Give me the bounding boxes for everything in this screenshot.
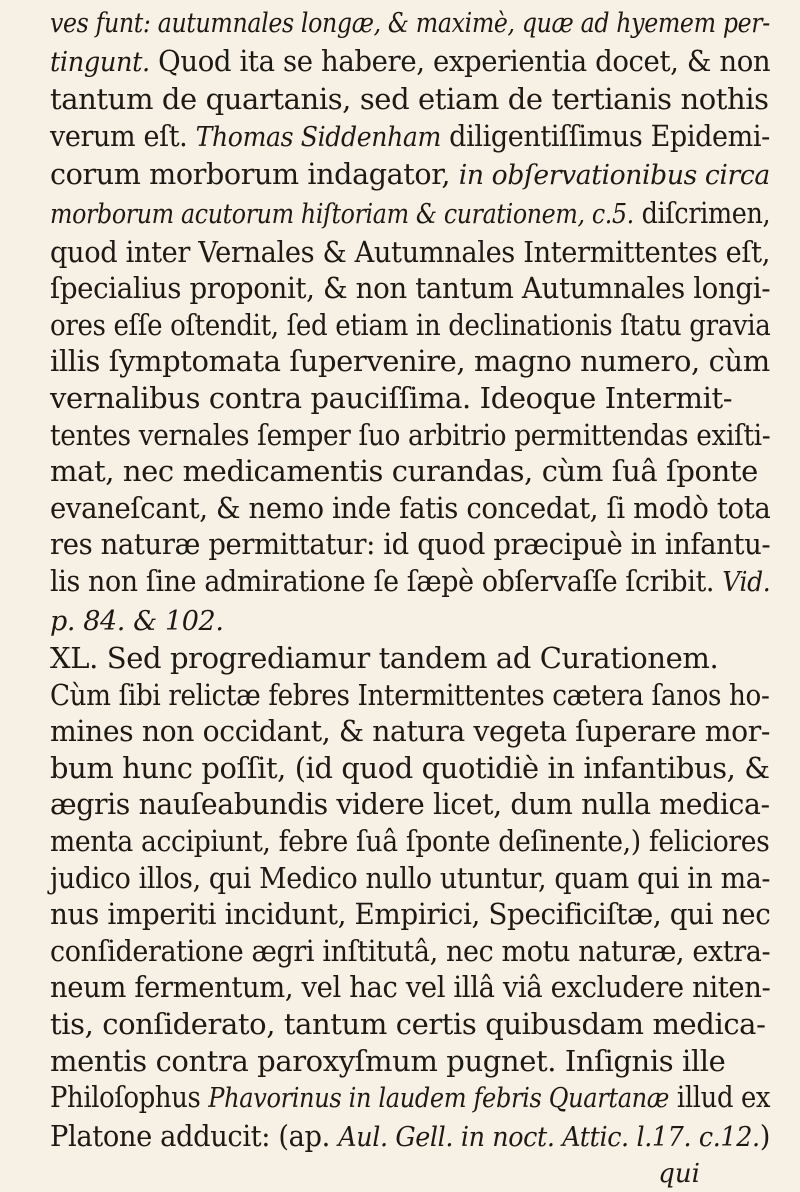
text-run: conſideratione ægri inſtitutâ, nec motu naturæ, extra-: [50, 933, 771, 968]
italic-run: Phavorinus in laudem febris Quartanæ: [208, 1083, 670, 1115]
text-line: [50, 81, 770, 118]
italic-run: morborum acutorum hiſtoriam & curationem, c.5.: [50, 198, 634, 230]
text-run: Platone adducit: (ap.: [50, 1118, 339, 1153]
text-line: [50, 380, 770, 417]
text-line: [50, 453, 770, 490]
text-run: diligentiſſimus Epidemi-: [440, 118, 770, 153]
text-line: [50, 786, 770, 823]
text-run: Quod ita se habere, experientia docet, & non: [149, 43, 771, 78]
text-line: [50, 823, 770, 860]
text-line: [50, 640, 770, 677]
text-line: [50, 307, 771, 344]
text-run: Philoſophus: [50, 1080, 209, 1115]
text-line: [50, 195, 771, 234]
text-run: judico illos, qui Medico nullo utuntur, quam qui in ma-: [50, 860, 771, 895]
text-line: [50, 563, 771, 602]
text-line: [50, 234, 770, 271]
text-line: [50, 4, 770, 43]
italic-run: Aul. Gell. in noct. Attic. l.17. c.12.: [338, 1121, 760, 1153]
text-line: [50, 1043, 770, 1080]
text-run: quod inter Vernales & Autumnales Intermittentes eſt,: [50, 234, 770, 269]
text-line: [50, 1118, 770, 1157]
text-run: diſcrimen,: [633, 195, 771, 230]
text-line: [50, 750, 768, 787]
text-line: [50, 1006, 770, 1043]
text-run: neum fermentum, vel hac vel illâ viâ excludere niten-: [50, 970, 771, 1005]
text-run: ): [759, 1118, 770, 1153]
text-run: mentis contra paroxyſmum pugnet. Inſignis ille: [50, 1043, 726, 1078]
text-run: vernalibus contra pauciſſima. Ideoque Intermit-: [50, 380, 733, 415]
text-line: [50, 677, 770, 714]
italic-run: ves funt: autumnales longæ, & maximè, quæ ad hyemem per-: [50, 8, 770, 39]
text-line: [50, 118, 770, 157]
catchword: qui: [658, 1159, 700, 1190]
text-run: tantum de quartanis, sed etiam de tertianis nothis: [50, 82, 769, 117]
text-line: [50, 969, 771, 1006]
text-run: mat, nec medicamentis curandas, cùm ſuâ ſponte: [50, 454, 758, 489]
text-line: [50, 896, 771, 933]
text-run: tentes vernales ſemper ſuo arbitrio permittendas exiſti-: [50, 417, 771, 452]
text-run: ægris nauſeabundis videre licet, dum nulla medica-: [50, 787, 770, 822]
text-run: illud ex: [669, 1080, 771, 1115]
italic-run: Thomas Siddenham: [195, 121, 441, 153]
text-line: [50, 526, 771, 563]
text-run: illis ſymptomata ſupervenire, magno numero, cùm: [50, 344, 770, 379]
italic-run: p. 84. & 102.: [50, 605, 224, 637]
text-line: [50, 490, 771, 527]
text-line: [50, 343, 769, 380]
italic-run: in obſervationibus circa: [458, 160, 770, 192]
text-body: [50, 4, 770, 1156]
text-run: evaneſcant, & nemo inde fatis concedat, ſi modò tota: [50, 490, 771, 525]
text-run: ores eſſe oſtendit, ſed etiam in declinationis ſtatu gravia: [50, 307, 771, 342]
italic-run: Vid.: [722, 566, 771, 598]
text-line: [50, 1079, 771, 1118]
text-line: [50, 156, 770, 195]
text-line: [50, 43, 771, 82]
text-run: XL. Sed progrediamur tandem ad Curationem.: [50, 641, 719, 676]
text-run: ſpecialius proponit, & non tantum Autumnales longi-: [50, 271, 771, 306]
text-run: lis non ſine admiratione ſe ſæpè obſervaſſe ſcribit.: [50, 563, 723, 598]
text-line: [50, 713, 771, 750]
text-run: menta accipiunt, febre ſuâ ſponte deſinente,) feliciores: [50, 824, 770, 859]
text-line: [50, 860, 771, 897]
text-run: res naturæ permittatur: id quod præcipuè in infantu-: [50, 527, 771, 562]
text-line: [50, 602, 770, 641]
text-run: corum morborum indagator,: [50, 157, 459, 192]
text-run: verum eſt.: [50, 118, 196, 153]
text-run: bum hunc poſſit, (id quod quotidiè in infantibus, &: [50, 750, 770, 785]
text-run: tis, conſiderato, tantum certis quibusdam medica-: [50, 1007, 766, 1042]
text-run: Cùm ſibi relictæ febres Intermittentes cætera ſanos ho-: [50, 677, 770, 712]
text-line: [50, 417, 771, 454]
italic-run: tingunt.: [50, 46, 150, 78]
text-run: nus imperiti incidunt, Empirici, Specificiſtæ, qui nec: [50, 897, 771, 932]
text-line: [50, 933, 771, 970]
text-line: [50, 270, 771, 307]
text-run: mines non occidant, & natura vegeta ſuperare mor-: [50, 714, 771, 749]
